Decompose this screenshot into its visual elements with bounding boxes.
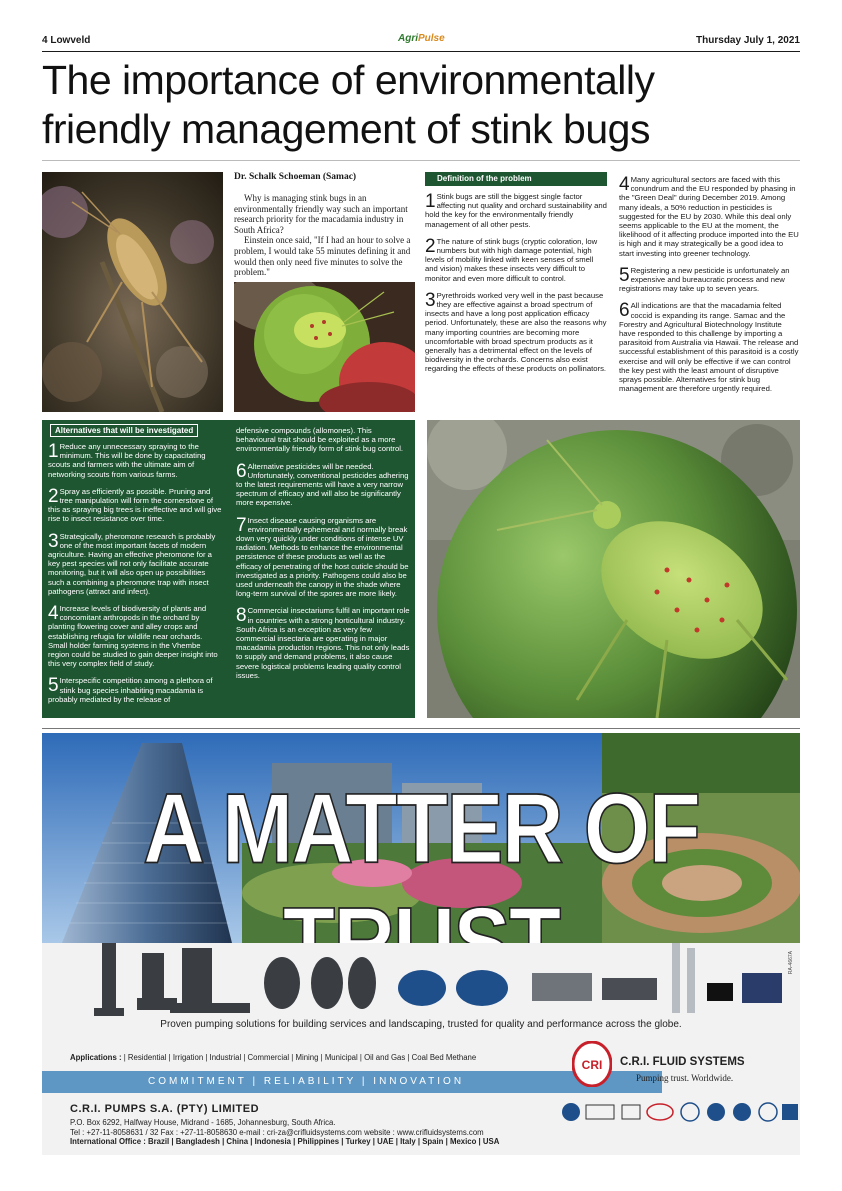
item-text: Insect disease causing organisms are environmentally ephemeral and normally break down very quickly under conditions of intense UV radiation. Methods to enhance the environmental persistence of these products as well as the efficacy of penetrating of the host cuticle should be investigated as a priority. Pathogens could also be used underneath the canopy in the shade where long-term survival of the spores are more likely.	[236, 515, 409, 599]
alternatives-heading: Alternatives that will be investigated	[50, 424, 198, 437]
definition-column-2	[619, 175, 800, 401]
alternative-item	[236, 516, 410, 599]
alternatives-box	[42, 420, 415, 718]
stink-bug-photo-large	[427, 420, 800, 718]
item-number: 7	[236, 514, 247, 536]
definition-heading: Definition of the problem	[425, 172, 607, 186]
n-cert-icon	[782, 1104, 798, 1120]
logo-part2: Pulse	[418, 33, 445, 44]
item-text: Commercial insectariums fulfil an important role in countries with a strong horticultural industry. South Africa is an exception as very few commercial insectaria are operating in major macadamia production regions. This not only leads to supply and demand problems, it also cause severe logistical problems leading quality control issues.	[236, 606, 410, 680]
agripulse-logo	[398, 33, 445, 44]
alternatives-column-2	[236, 426, 410, 688]
applications-label: Applications :	[70, 1053, 122, 1062]
quality-cert-icon	[681, 1103, 699, 1121]
cri-logo-text: CRI	[581, 1058, 603, 1072]
cri-advertisement	[42, 733, 800, 1155]
company-contact	[70, 1118, 630, 1147]
item-number: 2	[48, 485, 59, 507]
item-text: Increase levels of biodiversity of plants and concomitant arthropods in the orchard by planting flowering cover and alley crops and establishing refugia for wildlife near orchards. Small holder farming systems in the Vhembe region could be studied to gain deeper insight into this very complex field of study.	[48, 604, 218, 669]
definition-item	[425, 237, 608, 283]
item-text: Spray as efficiently as possible. Pruning and tree manipulation will form the cornerstone of this as spraying big trees is ineffective and will give rise to insect resistance over time.	[48, 486, 222, 524]
company-phone-email: Tel : +27-11-8058631 / 32 Fax : +27-11-8058630 e-mail : cri-za@crifluidsystems.com website : www.crifluidsystems.com	[70, 1127, 484, 1137]
item-text: Strategically, pheromone research is probably one of the most important facets of modern agriculture. Having an effective pheromone for a key pest species will not only facilitate accurate monitoring, but it will also open up possibilities such a combining a pheromone trap with insect pathogens (attract and infect).	[48, 531, 216, 596]
stink-bug-nymph-photo	[234, 282, 415, 412]
intro-paragraph: Einstein once said, "If I had an hour to solve a problem, I would take 55 minutes defining it and would then only need five minutes to solve the problem."	[234, 235, 411, 278]
ad-code: RA-4667A	[788, 951, 794, 975]
iso-cert-icon	[759, 1103, 777, 1121]
item-number: 4	[48, 603, 59, 625]
article-byline: Dr. Schalk Schoeman (Samac)	[234, 172, 357, 182]
applications-list: | Residential | Irrigation | Industrial | Commercial | Mining | Municipal | Oil and Gas | Coal Bed Methane	[123, 1053, 477, 1062]
alternative-item	[48, 676, 222, 704]
issue-date: Thursday July 1, 2021	[696, 35, 800, 46]
alternative-item	[236, 462, 410, 508]
nsf-cert-icon	[562, 1103, 580, 1121]
alternatives-continued: defensive compounds (allomones). This behavioural trait should be exploited as a more environmentally friendly form of stink bug control.	[236, 426, 404, 454]
definition-item	[425, 192, 608, 229]
item-text: Registering a new pesticide is unfortunately an expensive and bureaucratic process and new registrations may take up to seven years.	[619, 265, 790, 294]
international-offices	[70, 1137, 630, 1147]
ad-headline: A MATTER OF	[142, 774, 700, 885]
item-number: 8	[236, 605, 247, 627]
item-number: 3	[48, 530, 59, 552]
title-line-2: friendly management of stink bugs	[42, 106, 650, 152]
definition-item	[619, 301, 800, 393]
company-address: P.O. Box 6292, Halfway House, Midrand - 1685, Johannesburg, South Africa.	[70, 1118, 336, 1127]
company-name: C.R.I. PUMPS S.A. (PTY) LIMITED	[70, 1103, 260, 1115]
intro-paragraph: Why is managing stink bugs in an environmentally friendly way such an important research priority for the macadamia industry in South Africa?	[234, 193, 408, 235]
definition-item	[619, 175, 800, 258]
item-number: 4	[619, 174, 630, 195]
item-number: 3	[425, 289, 436, 311]
stink-bug-photo-1	[42, 172, 223, 412]
title-line-1: The importance of environmentally	[42, 57, 655, 103]
item-text: Pyrethroids worked very well in the past because they are effective against a broad spectrum of insects and have a long post application efficacy period. Unfortunately, these are also the reasons why many importing countries are becoming more uncomfortable with broad spectrum products as it generally has a detrimental effect on the levels of biodiversity in the orchards. Concerns also exist regarding the effects of these products on pollinators.	[425, 290, 607, 374]
cri-brand-name: C.R.I. FLUID SYSTEMS	[620, 1056, 745, 1068]
alternative-item	[236, 606, 410, 680]
item-text: All indications are that the macadamia felted coccid is expanding its range. Samac and the Forestry and Agricultural Biotechnology Institute have responded to this challenge by importing a parasitoid from Australia via Hawaii. The release and successful establishment of this parasitoid is a costly exercise and will only be effective if we can control the key pest with the least amount of disruptive sprays possible. Alternatives for stink bug management are therefore urgently required.	[619, 301, 799, 394]
ul-cert-icon	[586, 1105, 614, 1119]
item-number: 2	[425, 235, 436, 257]
award-cert-icon	[707, 1103, 725, 1121]
international-list: Brazil | Bangladesh | China | Indonesia | Philippines | Turkey | UAE | Italy | Spain | Mexico | USA	[147, 1137, 500, 1146]
item-number: 6	[619, 300, 630, 322]
ce-cert-icon	[622, 1105, 640, 1119]
item-number: 5	[48, 675, 59, 697]
item-text: Alternative pesticides will be needed. Unfortunately, conventional pesticides adhering to the latest requirements will have a very narrow spectrum of efficacy and will also be significantly more expensive.	[236, 461, 409, 508]
item-text: Stink bugs are still the biggest single factor affecting nut quality and orchard sustainability and hold the key for the environmentally friendly management of all other pests.	[425, 192, 607, 229]
star-cert-icon	[733, 1103, 751, 1121]
commitment-bar: COMMITMENT | RELIABILITY | INNOVATION	[42, 1071, 662, 1093]
isi-cert-icon	[647, 1104, 673, 1120]
definition-column-1	[425, 192, 608, 382]
alternative-item	[48, 604, 222, 668]
article-intro	[234, 193, 412, 278]
international-label: International Office :	[70, 1137, 146, 1146]
item-text: Many agricultural sectors are faced with this conundrum and the EU responded by phasing in the "Green Deal" during December 2019. Among many ideals, a 50% reduction in pesticides is suggested for the EU by 2030. While this deal only seems applicable to the EU at the moment, the likelihood of it affecting produce imported into the EU is high and it may strategically be a good idea to start investing into greener technology.	[619, 175, 799, 258]
page-header	[42, 34, 800, 50]
item-number: 6	[236, 460, 247, 482]
item-text: Reduce any unnecessary spraying to the minimum. This will be done by capacitating scouts and farmers with the ultimate aim of networking scouts from various farms.	[48, 442, 206, 479]
certification-logos	[560, 1101, 800, 1123]
item-text: The nature of stink bugs (cryptic coloration, low numbers but with high damage potential, high levels of mobility linked with keen senses of smell and vision) makes these insects very difficult to monitor and even more difficult to control.	[425, 236, 598, 283]
item-number: 1	[48, 441, 59, 462]
alternatives-column-1	[48, 442, 222, 712]
item-text: Interspecific competition among a plethora of stink bug species inhabiting macadamia is probably mediated by the release of	[48, 676, 213, 704]
header-rule	[42, 51, 800, 52]
page-section: 4 Lowveld	[42, 35, 91, 46]
article-title	[42, 56, 802, 154]
section-rule	[42, 728, 800, 729]
item-number: 1	[425, 191, 436, 212]
alternative-item	[48, 487, 222, 524]
ad-tagline: Proven pumping solutions for building services and landscaping, trusted for quality and performance across the globe.	[160, 1019, 682, 1030]
ad-applications	[70, 1053, 476, 1062]
cri-logo	[572, 1041, 612, 1087]
logo-part1: Agri	[398, 33, 418, 44]
alternative-item	[48, 442, 222, 479]
definition-item	[619, 266, 800, 294]
cri-brand-slogan: Pumping trust. Worldwide.	[636, 1073, 734, 1083]
title-rule	[42, 160, 800, 161]
alternative-item	[48, 532, 222, 596]
definition-item	[425, 291, 608, 374]
item-number: 5	[619, 264, 630, 286]
